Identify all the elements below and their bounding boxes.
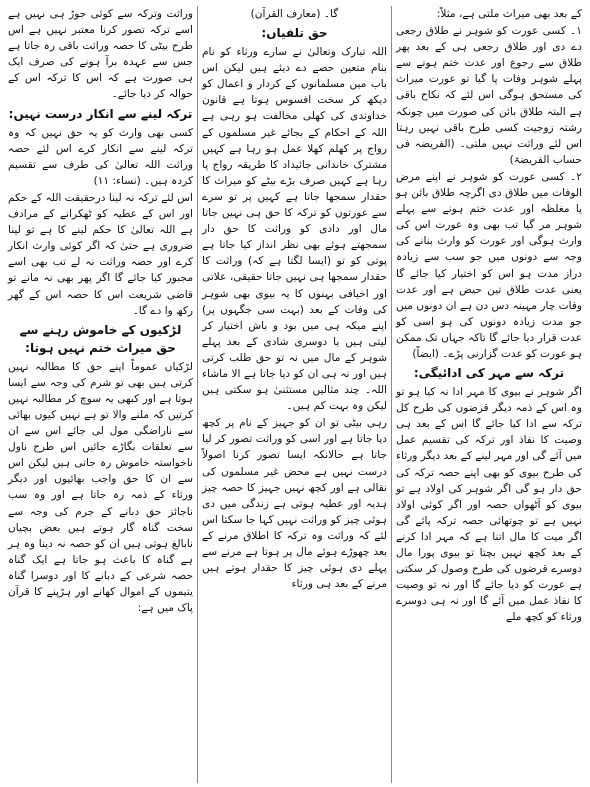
column-right-top-line: کے بعد بھی میراث ملتی ہے، مثلاً: bbox=[436, 8, 582, 20]
column-middle-top-line: گا۔ (معارف القرآن) bbox=[250, 8, 339, 20]
paragraph: اللہ تبارک وتعالیٰ نے سارے ورثاء کو نام بنام متعین حصے دے دیئے ہیں لیکن اس باب میں مسلمانوں کے کردار و اعمال کو دیکھ کر سخت افسوس ہوتا ہے قانون خداوندی کی کھلی مخالفت ہو رہی ہے اللہ کے احکام کے بجائے غیر مسلموں کے رواج پر کھلم کھلا عمل ہو رہا ہے کہیں مشترک خاندانی جائیداد کا طریقہ رواج پا رہا ہے کہیں صرف بڑے بیٹے کو میراث کا حقدار سمجھا جاتا ہے کہیں پر تو سرے سے عورتوں کو ترکہ کا حق ہی نہیں جاتا مال اور دادی کو وراثت کا حق دار سمجھتے ہوئے بھی نظر انداز کیا جاتا ہے پوتی کو تو (ایسا لگتا ہے کہ) وراثت کا حقدار سمجھا ہی نہیں جاتا حقیقی، علاتی اور اخیافی بہنوں کا یہ بیوی بھی شوہر کی وفات کے بعد (بہت سی جگہوں پر) اپنے میکہ ہی میں بود و باش اختیار کر لیتی ہیں یا دوسری شادی کے بعد پہلے شوہر کے مال میں نہ تو حق طلب کرتی ہیں اور نہ ہی ان کو دیا جاتا ہے الا ماشاء اللہ۔ چند مثالیں مستثنیٰ ہو سکتی ہیں لیکن وہ بہت کم ہیں۔ bbox=[202, 46, 387, 413]
paragraph: ۱۔ کسی عورت کو شوہر نے طلاق رجعی دے دی اور طلاق رجعی ہی کے بعد پھر طلاق سے رجوع اور عدت ختم ہونے سے پہلے شوہر وفات پا گیا تو عورت میراث کی مستحق ہوگی اس لئے کہ نکاح باقی ہے البتہ طلاق بائن کی صورت میں چونکہ رشتہ زوجیت کسی طرح باقی نہیں رہتا اس لئے وراثت نہیں ملتی۔ (الفریضہ فی حساب الفریضۃ) bbox=[396, 25, 582, 166]
paragraph: لڑکیاں عموماً اپنے حق کا مطالبہ نہیں کرتی ہیں بھی تو شرم کی وجہ سے ایسا ہوتا ہے اور کبھی یہ سوچ کر مطالبہ نہیں کرتیں کہ ملنے والا تو ہے نہیں کیوں بھائی سے ناراضگی مول لی جائے اس سے ان سے تعلقات بگاڑے جائیں اس طرح ناول ناخواستہ خاموش رہ جاتی ہیں لیکن اس سے ان کا حق واجب بھائیوں اور دیگر ورثاء کے ذمہ رہ جاتا ہے اور وہ سب ناجائز حق دبانے کے جرم کی وجہ سے سخت گناہ گار ہوتے ہیں بعض بچیاں نابالغ ہوتی ہیں ان کو حصہ نہ دینا وہ ہر ہے گناہ کا باعث ہو جاتا ہے ایک گناہ حصہ شرعی کے دبانے کا اور دوسرا گناہ یتیموں کے اموال کھانے اور ہڑپنے کا قرآن پاک میں ہے: bbox=[8, 360, 193, 615]
paragraph: اگر شوہر نے بیوی کا مہر ادا نہ کیا ہو تو وہ اس کے ذمہ دیگر قرضوں کی طرح کل ترکہ سے ادا کیا جائے گا اس کے بعد ہی وصیت کا نفاذ اور ترکہ کی تقسیم عمل میں آئے گی اور مہر لینے کے بعد دیگر ورثاء کی طرح بیوی کو بھی اپنے حصہ ترکہ کی حق دار ہو گی اگر شوہر کی اولاد ہے تو بیوی کو آٹھواں حصہ اور اگر کوئی اولاد نہیں ہے تو چوتھائی حصہ ترکہ پائے گی اگر میت کا مال اتنا ہے کہ مہر ادا کرنے کے بعد کچھ نہیں بچتا تو بیوی پورا مال دوسرے قرضوں کی طرح وصول کر سکتی ہے عورت کو دیا جائے گا اور نہ تو وصیت کا نفاذ عمل میں آئے گا اور نہ ہی دوسرے ورثاء کو کچھ ملے bbox=[396, 386, 582, 624]
section-heading-inkar: ترکہ لینے سے انکار درست نہیں: bbox=[8, 106, 193, 121]
column-left bbox=[4, 6, 198, 783]
column-right bbox=[392, 6, 586, 783]
paragraph: کسی بھی وارث کو یہ حق نہیں کہ وہ ترکہ لینے سے انکار کرے اس لئے حصہ وراثت اللہ تعالیٰ کی طرف سے تقسیم کردہ ہیں۔ (نساء: ۱۱) bbox=[8, 126, 193, 187]
section-heading-mahr: ترکہ سے مہر کی ادائیگی: bbox=[413, 366, 565, 381]
paragraph: اس لئے ترکہ نہ لینا درحقیقت اللہ کے حکم اور اس کے عطیہ کو ٹھکرانے کے مرادف ہے اللہ تعالیٰ کا حکم لینے کا ہے تو لینا ضروری ہے حتیٰ کہ اگر کوئی وارث انکار کرے اور حصہ وراثت نہ لے تب بھی اسے مجبور کیا جائے گا اگر پھر بھی نہ مانے تو قاضی شریعت اس کا حصہ اس کے گھر رکھ وا دے گا۔ bbox=[8, 191, 193, 317]
column-middle bbox=[198, 6, 392, 783]
paragraph: رہی بیٹی تو ان کو جہیز کے نام پر کچھ دیا جاتا ہے اور اسی کو وراثت تصور کر لیا جاتا ہے حالانکہ ایسا تصور کرنا اصولاً درست نہیں ہے محض غیر مسلموں کی نقالی ہے اور کچھ نہیں جہیز کا حصہ چیز ہدیہ اور عطیہ ہوتی ہے زندگی میں دی ہوئی چیز کو وراثت نہیں کہا جا سکتا اس لئے کہ وراثت وہ ترکہ کا اطلاق مرنے کے بعد چھوڑے ہوئے مال پر ہوتا ہے مرنے سے پہلے دی ہوئی چیز کا حقدار ہوتے ہیں مرنے کے بعد ہی ورثاء bbox=[202, 417, 387, 591]
section-heading-larkiyan: لڑکیوں کے خاموش رہنے سے حق میراث ختم نہیں ہوتا: bbox=[19, 322, 182, 355]
paragraph: وراثت وترکہ سے کوئی جوڑ ہی نہیں ہے اسے ترکہ تصور کرنا معتبر نہیں ہے اس طرح بیٹی کا حصہ وراثت باقی رہ جاتا ہے جس سے عہدہ برآ ہونے کی صرف ایک ہی صورت ہے کہ اس کا ترکہ اس کے حوالہ کر دیا جائے۔ bbox=[8, 8, 193, 101]
paragraph: ۲۔ کسی عورت کو شوہر نے اپنے مرض الوفات میں طلاق دی اگرچہ طلاق بائن ہو یا مغلظہ اور عدت ختم ہونے سے پہلے شوہر مر گیا تب بھی وہ عورت اس کی وارث ہوگی اور عورت کو وارث بنانے کی وجہ سے دونوں میں جو سب سے زیادہ دراز مدت ہو اس کو اختیار کیا جائے گا یعنی عدت طلاق تین حیض ہے اور عدت وفات چار مہینہ دس دن ہے ان دونوں میں جو مدت زیادہ دونوں کی ہو اسی کو عدت قرار دیا جائے گا تاکہ جہاں تک ممکن ہو عورت کو عدت گزارنی پڑے۔ (ایضاً) bbox=[396, 170, 582, 360]
section-heading-haq-talfiyan: حق تلفیاں: bbox=[261, 26, 328, 41]
